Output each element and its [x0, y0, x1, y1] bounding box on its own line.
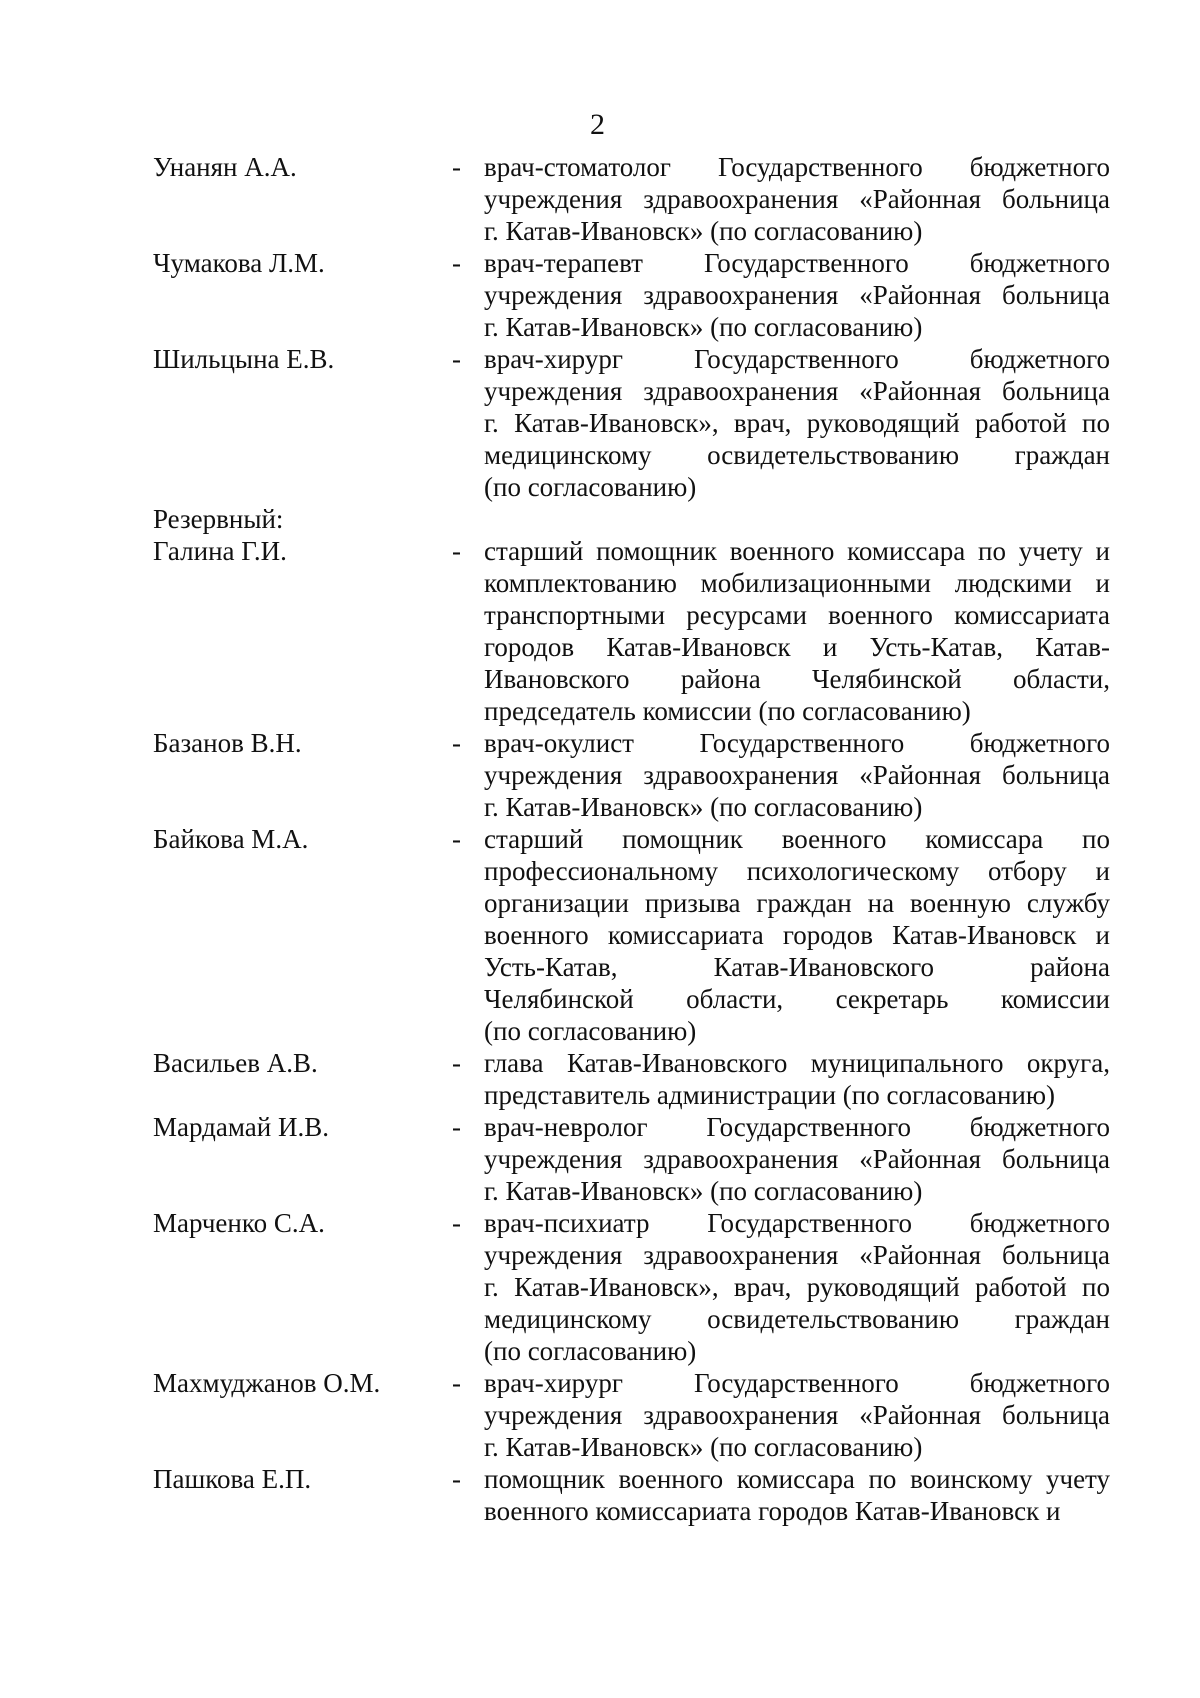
member-name: Васильев А.В.: [153, 1048, 318, 1078]
member-name: Базанов В.Н.: [153, 728, 302, 758]
description-line: г. Катав-Ивановск» (по согласованию): [484, 792, 923, 822]
description-line: г. Катав-Ивановск» (по согласованию): [484, 312, 923, 342]
member-dash: -: [452, 728, 461, 758]
member-dash: -: [452, 1464, 461, 1494]
description-line: врач-невролог Государственного бюджетного: [484, 1112, 1110, 1142]
member-name: Пашкова Е.П.: [153, 1464, 312, 1494]
description-line: врач-психиатр Государственного бюджетного: [484, 1208, 1110, 1238]
member-description: [484, 1367, 1110, 1463]
description-line: учреждения здравоохранения «Районная больница: [484, 184, 1110, 214]
description-line: учреждения здравоохранения «Районная больница: [484, 280, 1110, 310]
member-dash: -: [452, 1208, 461, 1238]
member-dash: -: [452, 152, 461, 182]
description-line: (по согласованию): [484, 1336, 697, 1366]
commission-list: [0, 151, 1200, 1527]
description-line: городов Катав-Ивановск и Усть-Катав, Катав-: [484, 632, 1110, 662]
description-line: Усть-Катав, Катав-Ивановского района: [484, 952, 1110, 982]
member-description: [484, 151, 1110, 247]
member-row: [0, 343, 1200, 503]
description-line: учреждения здравоохранения «Районная больница: [484, 376, 1110, 406]
description-line: врач-хирург Государственного бюджетного: [484, 344, 1110, 374]
description-line: врач-терапевт Государственного бюджетного: [484, 248, 1110, 278]
member-description: [484, 343, 1110, 503]
description-line: транспортными ресурсами военного комиссариата: [484, 600, 1110, 630]
member-name: Унанян А.А.: [153, 152, 297, 182]
member-row: [0, 535, 1200, 727]
description-line: Ивановского района Челябинской области,: [484, 664, 1110, 694]
description-line: г. Катав-Ивановск» (по согласованию): [484, 1432, 923, 1462]
member-name: Чумакова Л.М.: [153, 248, 325, 278]
member-row: [0, 823, 1200, 1047]
member-name: Мардамай И.В.: [153, 1112, 329, 1142]
member-row: [0, 247, 1200, 343]
member-row: [0, 1047, 1200, 1111]
member-description: [484, 247, 1110, 343]
description-line: комплектованию мобилизационными людскими и: [484, 568, 1110, 598]
member-description: [484, 1047, 1110, 1111]
member-row: [0, 1207, 1200, 1367]
member-name: Галина Г.И.: [153, 536, 287, 566]
member-description: [484, 727, 1110, 823]
description-line: учреждения здравоохранения «Районная больница: [484, 1144, 1110, 1174]
member-name: Байкова М.А.: [153, 824, 309, 854]
description-line: учреждения здравоохранения «Районная больница: [484, 1240, 1110, 1270]
member-description: [484, 1207, 1110, 1367]
description-line: врач-хирург Государственного бюджетного: [484, 1368, 1110, 1398]
members-list: [0, 151, 1200, 503]
reserve-members-list: [0, 535, 1200, 1527]
member-dash: -: [452, 1368, 461, 1398]
member-name: Марченко С.А.: [153, 1208, 325, 1238]
member-name: Махмуджанов О.М.: [153, 1368, 381, 1398]
member-description: [484, 1463, 1110, 1527]
description-line: врач-стоматолог Государственного бюджетного: [484, 152, 1110, 182]
description-line: врач-окулист Государственного бюджетного: [484, 728, 1110, 758]
description-line: г. Катав-Ивановск», врач, руководящий работой по: [484, 408, 1110, 438]
member-row: [0, 151, 1200, 247]
description-line: представитель администрации (по согласованию): [484, 1080, 1056, 1110]
description-line: военного комиссариата городов Катав-Ивановск и: [484, 1496, 1061, 1526]
description-line: г. Катав-Ивановск», врач, руководящий работой по: [484, 1272, 1110, 1302]
member-dash: -: [452, 536, 461, 566]
description-line: учреждения здравоохранения «Районная больница: [484, 1400, 1110, 1430]
member-dash: -: [452, 248, 461, 278]
description-line: медицинскому освидетельствованию граждан: [484, 1304, 1110, 1334]
member-row: [0, 727, 1200, 823]
member-description: [484, 823, 1110, 1047]
member-dash: -: [452, 824, 461, 854]
reserve-section-label: [0, 503, 1200, 535]
description-line: помощник военного комиссара по воинскому учету: [484, 1464, 1110, 1494]
description-line: председатель комиссии (по согласованию): [484, 696, 971, 726]
member-dash: -: [452, 1112, 461, 1142]
description-line: старший помощник военного комиссара по: [484, 824, 1110, 854]
member-name: Шильцына Е.В.: [153, 344, 335, 374]
member-row: [0, 1463, 1200, 1527]
member-dash: -: [452, 1048, 461, 1078]
description-line: г. Катав-Ивановск» (по согласованию): [484, 1176, 923, 1206]
page-number: 2: [590, 108, 605, 141]
description-line: военного комиссариата городов Катав-Ивановск и: [484, 920, 1110, 950]
description-line: организации призыва граждан на военную службу: [484, 888, 1110, 918]
member-description: [484, 1111, 1110, 1207]
description-line: (по согласованию): [484, 1016, 697, 1046]
description-line: (по согласованию): [484, 472, 697, 502]
member-row: [0, 1367, 1200, 1463]
description-line: Челябинской области, секретарь комиссии: [484, 984, 1110, 1014]
reserve-label: Резервный:: [153, 504, 284, 534]
description-line: профессиональному психологическому отбору и: [484, 856, 1110, 886]
description-line: глава Катав-Ивановского муниципального округа,: [484, 1048, 1110, 1078]
member-description: [484, 535, 1110, 727]
member-row: [0, 1111, 1200, 1207]
description-line: г. Катав-Ивановск» (по согласованию): [484, 216, 923, 246]
description-line: учреждения здравоохранения «Районная больница: [484, 760, 1110, 790]
description-line: медицинскому освидетельствованию граждан: [484, 440, 1110, 470]
description-line: старший помощник военного комиссара по учету и: [484, 536, 1110, 566]
member-dash: -: [452, 344, 461, 374]
